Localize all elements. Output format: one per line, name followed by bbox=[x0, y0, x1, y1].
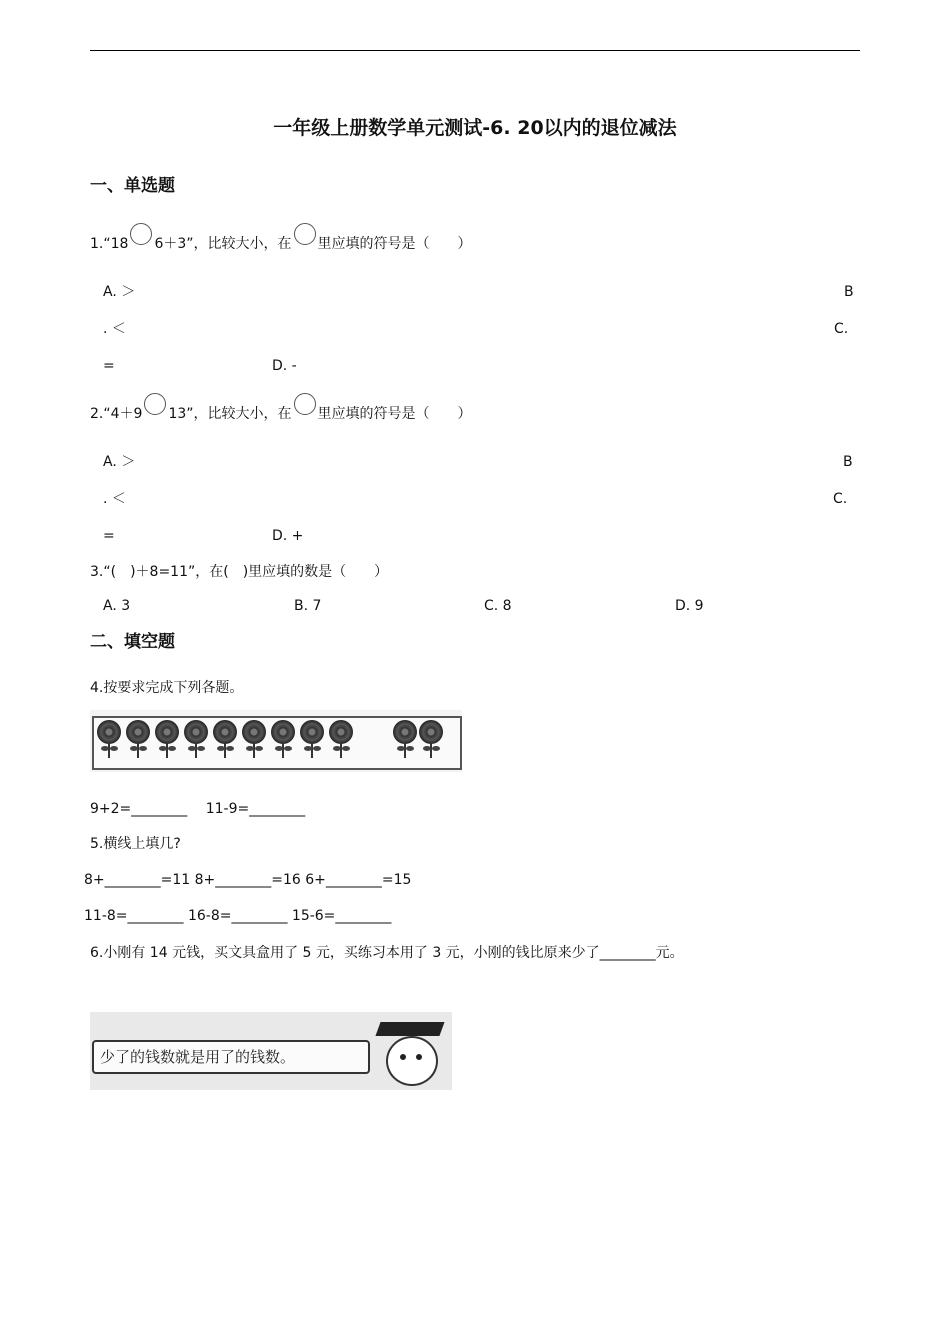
flower-icon bbox=[418, 720, 444, 760]
q1-text-part1: 1.“18 bbox=[90, 236, 129, 252]
hint-illustration bbox=[90, 1012, 452, 1090]
flower-icon bbox=[125, 720, 151, 760]
flower-icon bbox=[270, 720, 296, 760]
q3-option-b[interactable]: B. 7 bbox=[294, 598, 322, 614]
q2-option-c-text[interactable]: = bbox=[103, 528, 115, 544]
q1-option-c-label[interactable]: C. bbox=[834, 321, 849, 337]
q2-option-c-label[interactable]: C. bbox=[833, 491, 848, 507]
q1-blank-circle-2 bbox=[294, 223, 316, 245]
question-3: 3.“( )＋8=11”，在( )里应填的数是（ ） bbox=[90, 564, 389, 580]
q1-option-d[interactable]: D. - bbox=[272, 358, 297, 374]
q3-option-c[interactable]: C. 8 bbox=[484, 598, 512, 614]
q4-equations: 9+2=________ 11-9=________ bbox=[90, 801, 306, 817]
q1-option-b-text[interactable]: . ＜ bbox=[103, 321, 126, 337]
hint-speech-bubble: 少了的钱数就是用了的钱数。 bbox=[92, 1040, 370, 1074]
page-title: 一年级上册数学单元测试-6. 20以内的退位减法 bbox=[273, 117, 677, 139]
q2-option-a[interactable]: A. ＞ bbox=[103, 454, 136, 470]
flower-icon bbox=[212, 720, 238, 760]
q5-line-1: 8+________=11 8+________=16 6+________=15 bbox=[84, 872, 412, 888]
q1-option-b-label[interactable]: B bbox=[844, 284, 854, 300]
q1-option-a[interactable]: A. ＞ bbox=[103, 284, 136, 300]
header-rule bbox=[90, 50, 860, 51]
q1-option-c-text[interactable]: = bbox=[103, 358, 115, 374]
q2-text-part3: 里应填的符号是（ ） bbox=[317, 406, 472, 422]
question-4: 4.按要求完成下列各题。 bbox=[90, 680, 244, 696]
question-2 bbox=[90, 405, 472, 423]
graduation-cap-icon bbox=[375, 1022, 444, 1036]
section-heading-single-choice: 一、单选题 bbox=[90, 176, 175, 196]
flower-icon bbox=[183, 720, 209, 760]
question-1 bbox=[90, 235, 472, 253]
q2-blank-circle-1 bbox=[144, 393, 166, 415]
flower-icon bbox=[328, 720, 354, 760]
student-eye-left bbox=[400, 1054, 406, 1060]
q1-text-part2: 6＋3”，比较大小，在 bbox=[154, 236, 292, 252]
flower-icon bbox=[241, 720, 267, 760]
flower-picture bbox=[90, 710, 462, 772]
flower-icon bbox=[299, 720, 325, 760]
student-eye-right bbox=[416, 1054, 422, 1060]
q1-text-part3: 里应填的符号是（ ） bbox=[317, 236, 472, 252]
q2-option-b-label[interactable]: B bbox=[843, 454, 853, 470]
section-heading-fill-blank: 二、填空题 bbox=[90, 632, 175, 652]
q2-text-part1: 2.“4＋9 bbox=[90, 406, 143, 422]
q2-option-b-text[interactable]: . ＜ bbox=[103, 491, 126, 507]
flower-icon bbox=[96, 720, 122, 760]
flower-icon bbox=[154, 720, 180, 760]
q3-option-d[interactable]: D. 9 bbox=[675, 598, 704, 614]
q1-blank-circle-1 bbox=[130, 223, 152, 245]
q5-line-2: 11-8=________ 16-8=________ 15-6=________ bbox=[84, 908, 392, 924]
q2-text-part2: 13”，比较大小，在 bbox=[168, 406, 292, 422]
question-6: 6.小刚有 14 元钱，买文具盒用了 5 元，买练习本用了 3 元，小刚的钱比原来少了________元。 bbox=[90, 945, 684, 961]
q3-option-a[interactable]: A. 3 bbox=[103, 598, 131, 614]
q2-blank-circle-2 bbox=[294, 393, 316, 415]
q2-option-d[interactable]: D. + bbox=[272, 528, 304, 544]
question-5: 5.横线上填几? bbox=[90, 836, 181, 852]
flower-icon bbox=[392, 720, 418, 760]
student-face-icon bbox=[386, 1036, 438, 1086]
